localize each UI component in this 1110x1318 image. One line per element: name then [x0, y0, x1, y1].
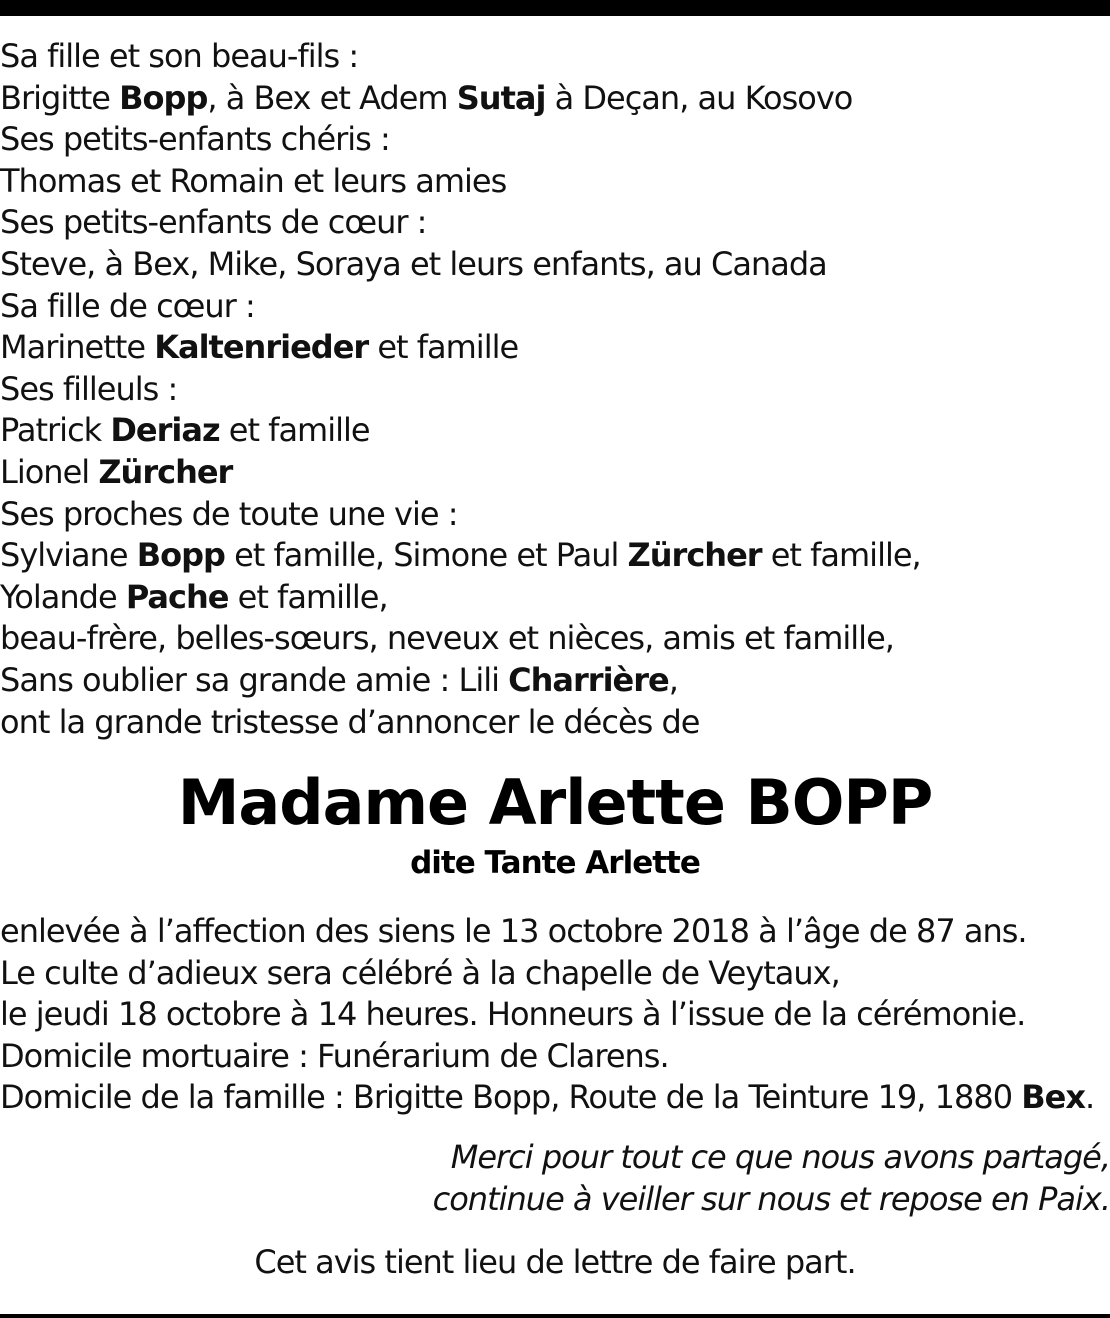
deceased-alias: dite Tante Arlette — [410, 845, 700, 882]
text-segment: Sa fille et son beau-fils : — [0, 37, 359, 75]
text-line — [0, 202, 1110, 244]
text-segment: beau-frère, belles-sœurs, neveux et nièces, amis et famille, — [0, 619, 894, 658]
text-segment: Thomas et Romain et leurs amies — [0, 161, 507, 200]
text-segment: Ses petits-enfants de cœur : — [0, 203, 427, 242]
text-line — [0, 286, 1110, 328]
text-line — [0, 994, 1110, 1036]
text-segment: Domicile de la famille : Brigitte Bopp, Route de la Teinture 19, 1880 — [0, 1078, 1022, 1117]
text-segment: , — [668, 660, 678, 699]
text-line — [0, 36, 1110, 78]
surname: Charrière — [508, 660, 669, 699]
text-segment: et famille, — [228, 577, 388, 616]
text-segment: Patrick — [0, 411, 111, 450]
text-line — [0, 494, 1110, 536]
family-list — [0, 36, 1110, 743]
death-notice — [0, 36, 1110, 1284]
text-line — [0, 535, 1110, 577]
funeral-details — [0, 911, 1110, 1119]
text-line — [0, 161, 1110, 203]
text-segment: et famille, — [761, 536, 921, 575]
top-rule — [0, 0, 1110, 16]
text-segment: Marinette — [0, 328, 155, 367]
text-segment: et famille — [368, 328, 519, 367]
text-line — [0, 1036, 1110, 1078]
text-line — [0, 953, 1110, 995]
text-line — [0, 660, 1110, 702]
text-segment: Domicile mortuaire : Funérarium de Clarens. — [0, 1036, 669, 1075]
footer-note: Cet avis tient lieu de lettre de faire part. — [254, 1243, 856, 1282]
closing-line: continue à veiller sur nous et repose en Paix. — [432, 1179, 1110, 1218]
text-line — [0, 618, 1110, 660]
surname: Bopp — [136, 536, 225, 575]
text-segment: enlevée à l’affection des siens le 13 octobre 2018 à l’âge de 87 ans. — [0, 912, 1027, 951]
text-segment: le jeudi 18 octobre à 14 heures. Honneurs à l’issue de la cérémonie. — [0, 995, 1026, 1034]
text-segment: à Deçan, au Kosovo — [545, 78, 853, 117]
text-segment: Ses proches de toute une vie : — [0, 494, 458, 533]
text-line — [0, 1077, 1110, 1119]
text-line — [0, 577, 1110, 619]
deceased-name: Madame Arlette BOPP — [177, 766, 933, 840]
surname: Pache — [125, 577, 229, 616]
text-segment: ont la grande tristesse d’annoncer le décès de — [0, 702, 700, 741]
text-segment: Lionel — [0, 452, 99, 491]
surname: Zürcher — [627, 536, 762, 575]
text-line — [0, 327, 1110, 369]
text-segment: . — [1084, 1078, 1095, 1117]
text-segment: Ses filleuls : — [0, 369, 178, 408]
text-segment: Brigitte — [0, 78, 120, 117]
text-segment: et famille — [219, 411, 370, 450]
text-line — [0, 452, 1110, 494]
text-segment: , à Bex et Adem — [207, 78, 457, 117]
text-segment: Le culte d’adieux sera célébré à la chapelle de Veytaux, — [0, 953, 840, 992]
text-line — [0, 702, 1110, 744]
closing-line: Merci pour tout ce que nous avons partagé, — [450, 1138, 1110, 1177]
closing-message — [0, 1137, 1110, 1220]
text-segment: Sans oublier sa grande amie : Lili — [0, 660, 509, 699]
text-line — [0, 78, 1110, 120]
text-line — [0, 369, 1110, 411]
text-line — [0, 911, 1110, 953]
text-segment: Sylviane — [0, 536, 137, 575]
surname: Deriaz — [110, 411, 220, 450]
bottom-rule — [0, 1314, 1110, 1318]
text-line — [0, 410, 1110, 452]
surname: Sutaj — [456, 78, 546, 117]
text-segment: Sa fille de cœur : — [0, 286, 255, 325]
text-segment: Yolande — [0, 577, 126, 616]
text-segment: Ses petits-enfants chéris : — [0, 120, 390, 159]
text-segment: et famille, Simone et Paul — [224, 536, 628, 575]
surname: Bopp — [119, 78, 208, 117]
text-line — [0, 244, 1110, 286]
text-segment: Steve, à Bex, Mike, Soraya et leurs enfants, au Canada — [0, 244, 827, 283]
surname: Zürcher — [98, 452, 233, 491]
surname: Kaltenrieder — [154, 328, 369, 367]
surname: Bex — [1021, 1078, 1085, 1117]
text-line — [0, 119, 1110, 161]
